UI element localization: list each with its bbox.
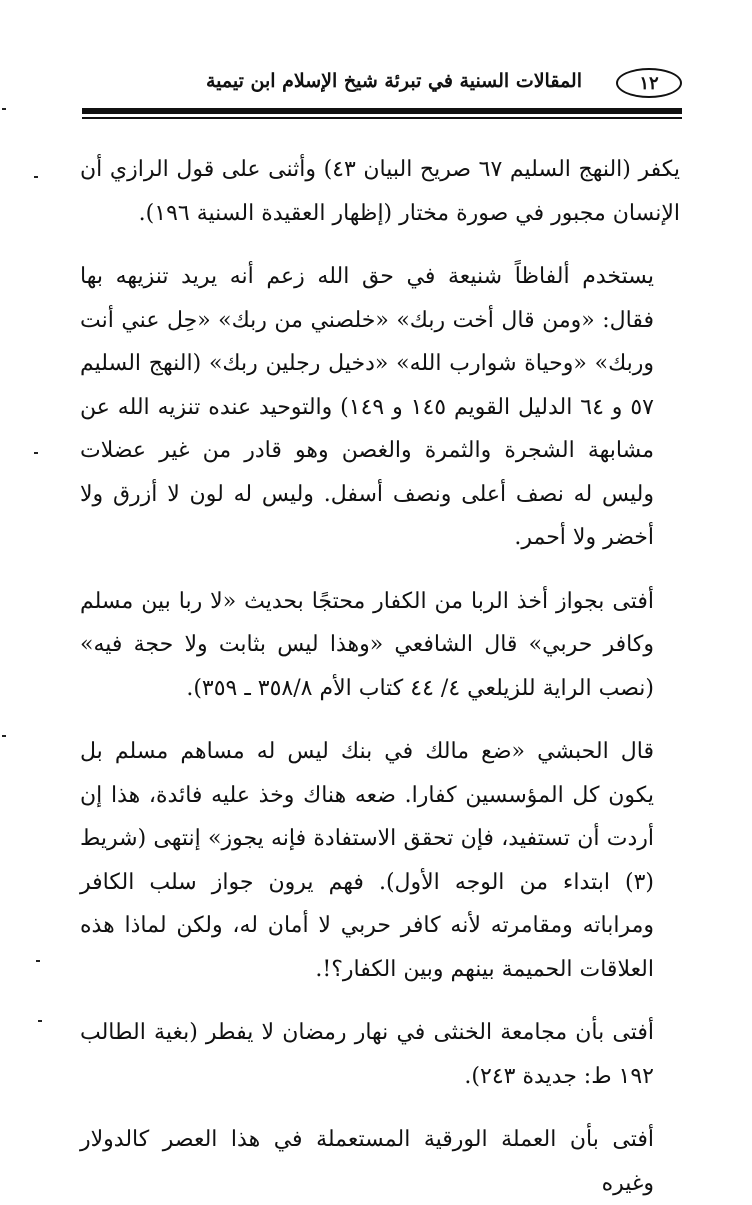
scan-mark: [36, 960, 40, 962]
scan-mark: [2, 735, 6, 737]
paragraph-1: يكفر (النهج السليم ٦٧ صريح البيان ٤٣) وأثنى على قول الرازي أن الإنسان مجبور في صورة مختار (إظهار العقيدة السنية ١٩٦).: [80, 157, 681, 226]
paragraph-6: أفتى بأن العملة الورقية المستعملة في هذا العصر كالدولار وغيره: [80, 1127, 654, 1196]
paragraph-5: أفتى بأن مجامعة الخنثى في نهار رمضان لا يفطر (بغية الطالب ١٩٢ ط: جديدة ٢٤٣).: [80, 1020, 654, 1089]
running-title: المقالات السنية في تبرئة شيخ الإسلام ابن تيمية: [205, 70, 582, 92]
paragraph-2: يستخدم ألفاظاً شنيعة في حق الله زعم أنه يريد تنزيهه بها فقال: «ومن قال أخت ربك» «خلصني من ربك» «حِل عني أنت وربك» «وحياة شوارب الله» «دخيل رجلين ربك» (النهج السليم ٥٧ و ٦٤ الدليل القويم ١٤٥ و ١٤٩) والتوحيد عنده تنزيه الله عن مشابهة الشجرة والثمرة والغصن وهو قادر من غير عضلات وليس له نصف أعلى ونصف أسفل. وليس له لون لا أزرق ولا أخضر ولا أحمر.: [80, 264, 654, 550]
scan-mark: [2, 108, 6, 110]
header-rule-thick: [82, 108, 682, 114]
page-header: [82, 62, 682, 112]
scan-mark: [38, 1020, 42, 1022]
paragraph-3: أفتى بجواز أخذ الربا من الكفار محتجًا بحديث «لا ربا بين مسلم وكافر حربي» قال الشافعي «وهذا ليس بثابت ولا حجة فيه» (نصب الراية للزيلعي ٤/ ٤٤ كتاب الأم ٣٥٨/٨ ـ ٣٥٩).: [80, 588, 654, 701]
scan-mark: [34, 452, 38, 454]
page-number: ١٢: [616, 68, 682, 98]
body-text: [80, 148, 680, 1205]
header-rule-thin: [82, 117, 682, 119]
paragraph-4: قال الحبشي «ضع مالك في بنك ليس له مساهم مسلم بل يكون كل المؤسسين كفارا. ضعه هناك وخذ عليه فائدة، هذا إن أردت أن تستفيد، فإن تحقق الاستفادة فإنه يجوز» إنتهى (شريط (٣) ابتداء من الوجه الأول). فهم يرون جواز سلب الكافر ومراباته ومقامرته لأنه كافر حربي لا أمان له، ولكن لماذا هذه العلاقات الحميمة بينهم وبين الكفار؟!.: [80, 739, 654, 982]
scan-mark: [34, 176, 38, 178]
